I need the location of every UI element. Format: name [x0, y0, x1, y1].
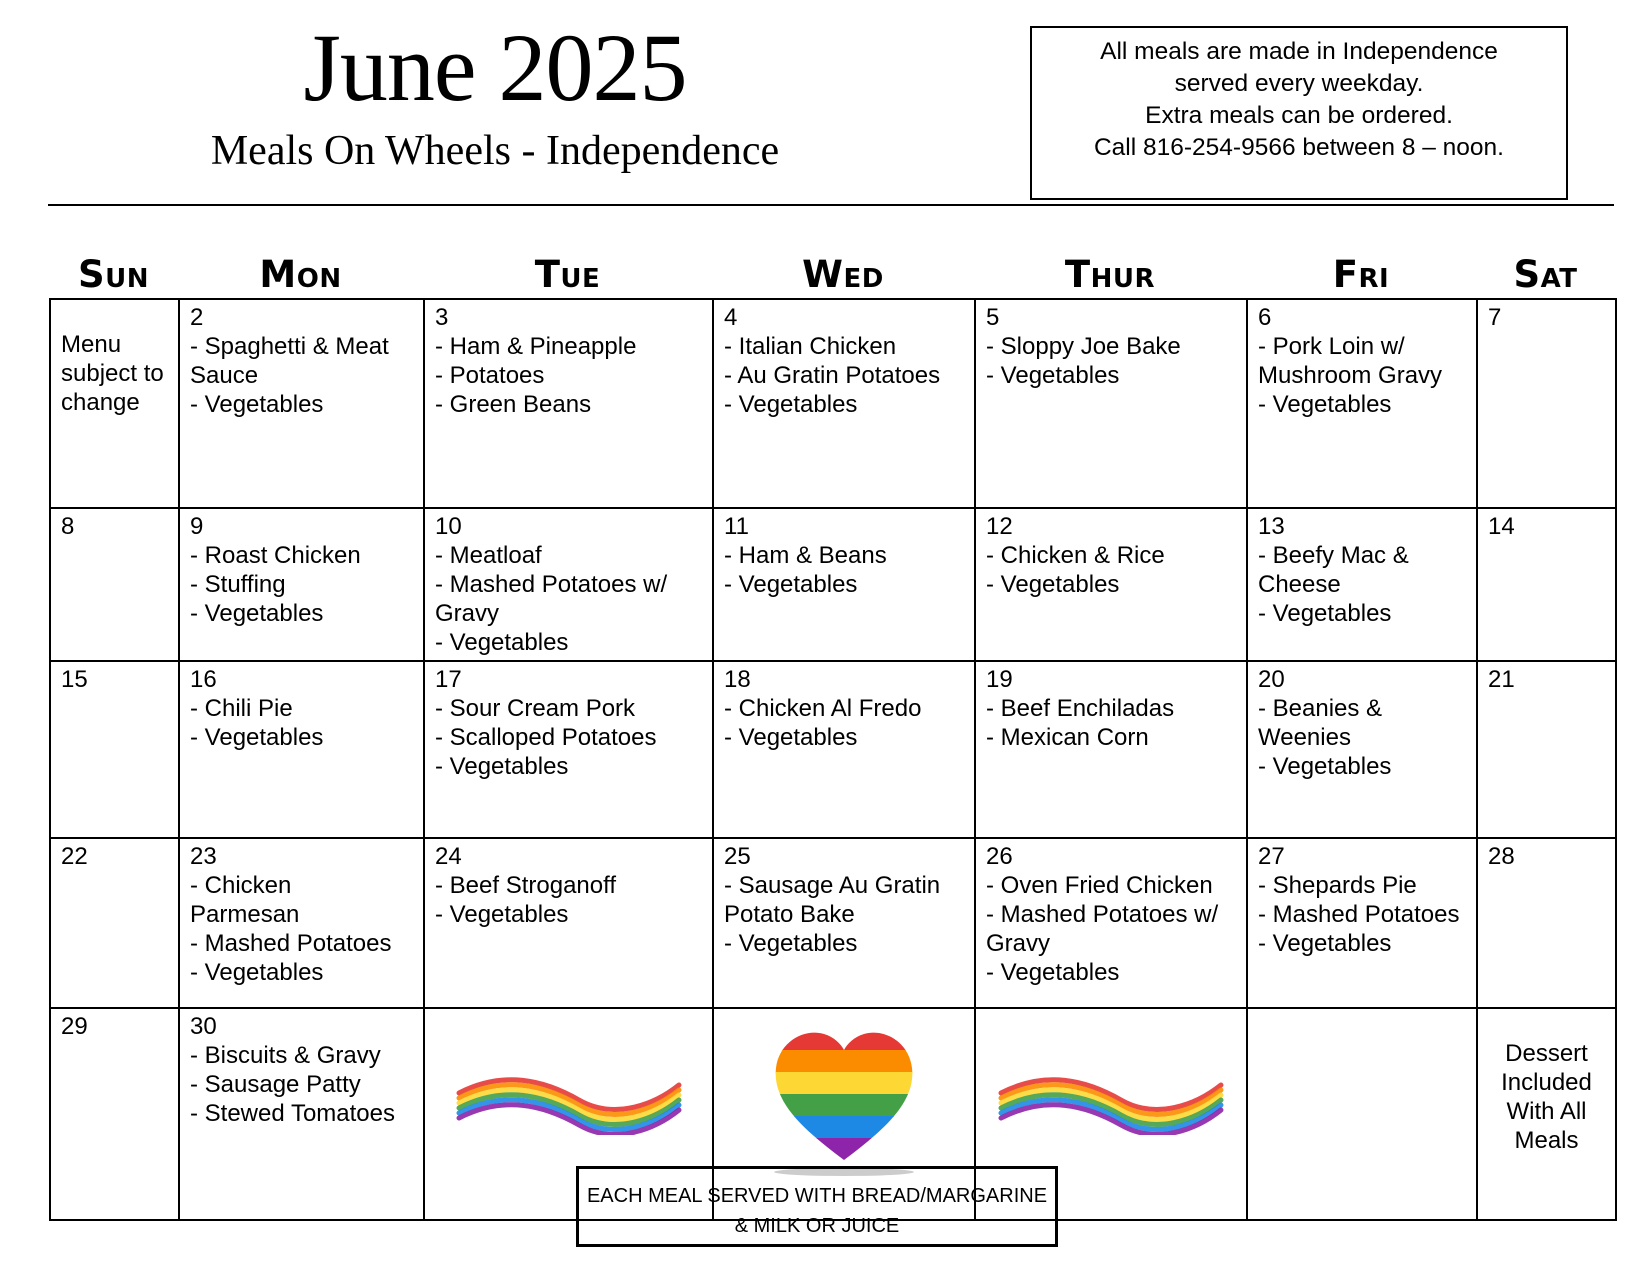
dessert-note-line: Dessert	[1505, 1040, 1588, 1067]
menu-item: - Oven Fried Chicken	[986, 872, 1213, 899]
calendar-day-cell-tue	[424, 661, 713, 838]
calendar-week-row	[50, 661, 1616, 838]
rainbow-decoration	[435, 1012, 702, 1187]
calendar-day-cell-wed	[713, 661, 975, 838]
day-number: 3	[435, 304, 449, 331]
calendar-day-cell-sat	[1477, 508, 1616, 661]
menu-item: - Vegetables	[724, 724, 858, 751]
dessert-note-line: With All	[1506, 1098, 1587, 1125]
menu-item: - Italian Chicken	[724, 333, 897, 360]
calendar-day-cell-mon	[179, 838, 424, 1008]
calendar-week-row	[50, 508, 1616, 661]
day-number: 23	[190, 843, 217, 870]
calendar-day-cell-thu	[975, 508, 1247, 661]
day-number: 4	[724, 304, 738, 331]
day-number: 7	[1488, 304, 1502, 331]
menu-item: - Stewed Tomatoes	[190, 1100, 395, 1127]
menu-item: - Vegetables	[986, 362, 1120, 389]
menu-note-line: Menu	[61, 331, 122, 358]
day-number: 8	[61, 513, 75, 540]
menu-item: - Chili Pie	[190, 695, 293, 722]
notice-line: All meals are made in Independence	[1100, 38, 1498, 65]
menu-item: Potato Bake	[724, 901, 855, 928]
day-name-row	[49, 252, 1615, 298]
calendar-grid	[49, 298, 1617, 1221]
menu-item: - Mashed Potatoes w/	[986, 901, 1219, 928]
menu-item: Weenies	[1258, 724, 1351, 751]
day-name-fri: Fri	[1332, 253, 1390, 296]
menu-item: - Sausage Patty	[190, 1071, 361, 1098]
menu-item: - Potatoes	[435, 362, 545, 389]
calendar-day-cell-sat	[1477, 1008, 1616, 1220]
notice-line: Call 816-254-9566 between 8 – noon.	[1093, 134, 1504, 161]
menu-item: - Au Gratin Potatoes	[724, 362, 941, 389]
day-number: 6	[1258, 304, 1272, 331]
calendar-week-row	[50, 838, 1616, 1008]
calendar-day-cell-mon	[179, 508, 424, 661]
day-number: 27	[1258, 843, 1285, 870]
menu-item: - Vegetables	[435, 753, 569, 780]
header-divider	[48, 204, 1614, 206]
day-number: 2	[190, 304, 204, 331]
day-name-wed: Wed	[802, 253, 884, 296]
menu-item: - Vegetables	[435, 901, 569, 928]
calendar-day-cell-fri	[1247, 1008, 1477, 1220]
menu-item: - Scalloped Potatoes	[435, 724, 657, 751]
menu-item: - Vegetables	[190, 724, 324, 751]
notice-line: served every weekday.	[1174, 70, 1424, 97]
menu-item: - Beanies &	[1258, 695, 1383, 722]
menu-note-line: change	[61, 389, 140, 416]
menu-item: - Mexican Corn	[986, 724, 1149, 751]
rainbow-decoration	[986, 1012, 1236, 1187]
menu-item: - Vegetables	[190, 600, 324, 627]
menu-item: - Vegetables	[1258, 930, 1392, 957]
menu-item: - Sausage Au Gratin	[724, 872, 941, 899]
day-number: 26	[986, 843, 1013, 870]
footer-line: EACH MEAL SERVED WITH BREAD/MARGARINE	[586, 1185, 1048, 1207]
day-number: 14	[1488, 513, 1515, 540]
menu-item: Mushroom Gravy	[1258, 362, 1443, 389]
meal-info-box	[1030, 26, 1568, 200]
menu-item: - Spaghetti & Meat	[190, 333, 389, 360]
dessert-note-line: Included	[1501, 1069, 1592, 1096]
meal-sides-note	[576, 1166, 1058, 1247]
menu-item: - Beefy Mac &	[1258, 542, 1409, 569]
menu-item: - Sloppy Joe Bake	[986, 333, 1181, 360]
menu-item: - Vegetables	[190, 391, 324, 418]
menu-item: - Mashed Potatoes	[190, 930, 392, 957]
day-number: 28	[1488, 843, 1515, 870]
menu-item: - Chicken & Rice	[986, 542, 1165, 569]
menu-item: - Vegetables	[986, 959, 1120, 986]
menu-item: - Meatloaf	[435, 542, 542, 569]
day-number: 18	[724, 666, 751, 693]
day-number: 25	[724, 843, 751, 870]
rainbow-wave-icon	[454, 1065, 684, 1135]
page-title: June 2025	[303, 14, 687, 121]
menu-item: - Ham & Beans	[724, 542, 887, 569]
rainbow-decoration	[724, 1012, 964, 1187]
menu-item: - Vegetables	[724, 391, 858, 418]
calendar-day-cell-sun	[50, 838, 179, 1008]
menu-item: Gravy	[435, 600, 500, 627]
menu-item: - Beef Stroganoff	[435, 872, 617, 899]
day-name-sun: Sun	[77, 253, 150, 296]
day-name-sat: Sat	[1513, 253, 1578, 296]
day-number: 12	[986, 513, 1013, 540]
menu-item: - Mashed Potatoes	[1258, 901, 1460, 928]
rainbow-wave-icon	[996, 1065, 1226, 1135]
calendar-day-cell-mon	[179, 1008, 424, 1220]
page-subtitle: Meals On Wheels - Independence	[210, 128, 780, 174]
calendar-day-cell-thu	[975, 838, 1247, 1008]
calendar-day-cell-fri	[1247, 299, 1477, 508]
calendar-day-cell-sun	[50, 661, 179, 838]
calendar-day-cell-sun	[50, 1008, 179, 1220]
day-number: 5	[986, 304, 1000, 331]
menu-item: - Vegetables	[1258, 600, 1392, 627]
day-number: 11	[724, 513, 749, 540]
day-number: 22	[61, 843, 88, 870]
calendar-day-cell-fri	[1247, 661, 1477, 838]
menu-item: - Green Beans	[435, 391, 592, 418]
menu-item: - Stuffing	[190, 571, 286, 598]
menu-item: - Chicken	[190, 872, 292, 899]
menu-item: - Biscuits & Gravy	[190, 1042, 381, 1069]
menu-item: Sauce	[190, 362, 259, 389]
day-number: 21	[1488, 666, 1515, 693]
dessert-note-line: Meals	[1514, 1127, 1579, 1154]
day-name-mon: Mon	[259, 253, 342, 296]
menu-item: - Pork Loin w/	[1258, 333, 1405, 360]
calendar-day-cell-tue	[424, 299, 713, 508]
calendar-day-cell-sun	[50, 299, 179, 508]
calendar-day-cell-wed	[713, 838, 975, 1008]
day-number: 24	[435, 843, 462, 870]
menu-item: - Vegetables	[986, 571, 1120, 598]
calendar-day-cell-wed	[713, 299, 975, 508]
menu-item: - Vegetables	[1258, 753, 1392, 780]
footer-line: & MILK OR JUICE	[734, 1215, 900, 1237]
menu-item: Gravy	[986, 930, 1051, 957]
menu-item: - Ham & Pineapple	[435, 333, 637, 360]
calendar-day-cell-sat	[1477, 661, 1616, 838]
menu-item: - Vegetables	[1258, 391, 1392, 418]
day-number: 16	[190, 666, 217, 693]
calendar-day-cell-tue	[424, 508, 713, 661]
calendar-day-cell-thu	[975, 661, 1247, 838]
menu-item: - Vegetables	[724, 930, 858, 957]
calendar-week-row	[50, 299, 1616, 508]
calendar-day-cell-sun	[50, 508, 179, 661]
menu-item: - Shepards Pie	[1258, 872, 1417, 899]
day-number: 17	[435, 666, 462, 693]
day-number: 10	[435, 513, 462, 540]
rainbow-heart-icon	[764, 1020, 924, 1180]
day-number: 20	[1258, 666, 1285, 693]
day-number: 19	[986, 666, 1013, 693]
day-number: 29	[61, 1013, 88, 1040]
day-number: 9	[190, 513, 204, 540]
menu-note-line: subject to	[61, 360, 164, 387]
calendar-day-cell-thu	[975, 299, 1247, 508]
menu-item: Cheese	[1258, 571, 1341, 598]
menu-item: Parmesan	[190, 901, 300, 928]
menu-item: - Mashed Potatoes w/	[435, 571, 668, 598]
menu-item: - Vegetables	[724, 571, 858, 598]
notice-line: Extra meals can be ordered.	[1145, 102, 1453, 129]
day-number: 15	[61, 666, 88, 693]
day-number: 30	[190, 1013, 217, 1040]
calendar-day-cell-wed	[713, 508, 975, 661]
calendar-day-cell-sat	[1477, 838, 1616, 1008]
calendar-day-cell-mon	[179, 299, 424, 508]
menu-item: - Beef Enchiladas	[986, 695, 1175, 722]
calendar-day-cell-fri	[1247, 508, 1477, 661]
day-name-tue: Tue	[534, 253, 601, 296]
day-name-thur: Thur	[1064, 253, 1156, 296]
calendar-day-cell-fri	[1247, 838, 1477, 1008]
menu-item: - Sour Cream Pork	[435, 695, 636, 722]
day-number: 13	[1258, 513, 1285, 540]
menu-item: - Vegetables	[435, 629, 569, 656]
calendar-day-cell-tue	[424, 838, 713, 1008]
menu-item: - Chicken Al Fredo	[724, 695, 922, 722]
menu-item: - Roast Chicken	[190, 542, 361, 569]
calendar-day-cell-mon	[179, 661, 424, 838]
menu-item: - Vegetables	[190, 959, 324, 986]
calendar-day-cell-sat	[1477, 299, 1616, 508]
